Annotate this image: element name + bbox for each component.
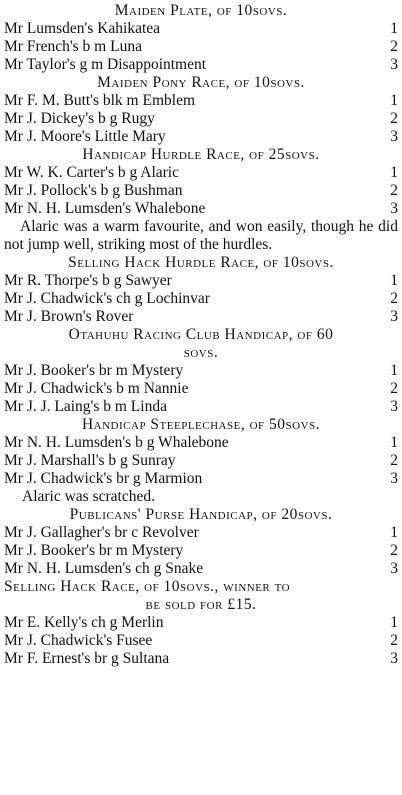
- placing-number: 1: [390, 524, 398, 541]
- race-block: [4, 254, 398, 326]
- horse-entry: Mr J. Pollock's b g Bushman: [4, 182, 183, 199]
- race-heading: Selling Hack Race, of 10sovs., winner to: [4, 578, 291, 595]
- placing-number: 3: [390, 560, 398, 577]
- placing-number: 1: [390, 164, 398, 181]
- placing-number: 2: [390, 182, 398, 199]
- placing-number: 2: [390, 542, 398, 559]
- placing-number: 2: [390, 110, 398, 127]
- horse-entry: Mr Taylor's g m Disappointment: [4, 56, 207, 73]
- placing-number: 2: [390, 380, 398, 397]
- result-row: [4, 632, 398, 650]
- placing-number: 3: [390, 650, 398, 667]
- result-row: [4, 380, 398, 398]
- horse-entry: Mr French's b m Luna: [4, 38, 142, 55]
- horse-entry: Mr N. H. Lumsden's b g Whalebone: [4, 434, 229, 451]
- placing-number: 1: [390, 20, 398, 37]
- placing-number: 3: [390, 56, 398, 73]
- result-row: [4, 128, 398, 146]
- result-row: [4, 398, 398, 416]
- result-row: [4, 434, 398, 452]
- placing-number: 2: [390, 632, 398, 649]
- placing-number: 2: [390, 452, 398, 469]
- horse-entry: Mr J. J. Laing's b m Linda: [4, 398, 167, 415]
- race-heading: Maiden Pony Race, of 10sovs.: [97, 74, 305, 91]
- horse-entry: Mr J. Booker's br m Mystery: [4, 362, 184, 379]
- horse-entry: Mr F. Ernest's br g Sultana: [4, 650, 170, 667]
- horse-entry: Mr N. H. Lumsden's Whalebone: [4, 200, 206, 217]
- placing-number: 1: [390, 92, 398, 109]
- horse-entry: Mr J. Chadwick's Fusee: [4, 632, 153, 649]
- result-row: [4, 470, 398, 488]
- race-heading: Otahuhu Racing Club Handicap, of 60: [68, 326, 334, 343]
- placing-number: 1: [390, 434, 398, 451]
- result-row: [4, 290, 398, 308]
- horse-entry: Mr N. H. Lumsden's ch g Snake: [4, 560, 204, 577]
- race-heading: sovs.: [183, 344, 219, 361]
- result-row: [4, 614, 398, 632]
- placing-number: 1: [390, 362, 398, 379]
- result-row: [4, 452, 398, 470]
- result-row: [4, 110, 398, 128]
- race-heading: Selling Hack Hurdle Race, of 10sovs.: [68, 254, 334, 271]
- result-row: [4, 272, 398, 290]
- result-row: [4, 182, 398, 200]
- horse-entry: Mr J. Gallagher's br c Revolver: [4, 524, 199, 541]
- horse-entry: Mr F. M. Butt's blk m Emblem: [4, 92, 196, 109]
- result-row: [4, 650, 398, 668]
- race-heading: Maiden Plate, of 10sovs.: [114, 2, 288, 19]
- placing-number: 3: [390, 470, 398, 487]
- race-block: [4, 326, 398, 416]
- placing-number: 1: [390, 614, 398, 631]
- result-row: [4, 560, 398, 578]
- placing-number: 3: [390, 398, 398, 415]
- horse-entry: Mr J. Chadwick's br g Marmion: [4, 470, 203, 487]
- placing-number: 3: [390, 308, 398, 325]
- race-block: [4, 74, 398, 146]
- placing-number: 2: [390, 38, 398, 55]
- race-heading: Handicap Hurdle Race, of 25sovs.: [82, 146, 320, 163]
- placing-number: 2: [390, 290, 398, 307]
- horse-entry: Mr J. Dickey's b g Rugy: [4, 110, 155, 127]
- horse-entry: Mr W. K. Carter's b g Alaric: [4, 164, 179, 181]
- result-row: [4, 200, 398, 218]
- result-row: [4, 20, 398, 38]
- horse-entry: Mr E. Kelly's ch g Merlin: [4, 614, 164, 631]
- race-block: [4, 506, 398, 578]
- horse-entry: Mr R. Thorpe's b g Sawyer: [4, 272, 172, 289]
- horse-entry: Mr J. Marshall's b g Sunray: [4, 452, 176, 469]
- placing-number: 3: [390, 200, 398, 217]
- result-row: [4, 164, 398, 182]
- horse-entry: Mr J. Booker's br m Mystery: [4, 542, 184, 559]
- race-heading: be sold for £15.: [145, 596, 257, 613]
- result-row: [4, 308, 398, 326]
- result-row: [4, 542, 398, 560]
- race-heading: Publicans' Purse Handicap, of 20sovs.: [69, 506, 333, 523]
- result-row: [4, 56, 398, 74]
- result-row: [4, 362, 398, 380]
- race-block: [4, 416, 398, 506]
- placing-number: 1: [390, 272, 398, 289]
- race-block: [4, 146, 398, 254]
- result-row: [4, 524, 398, 542]
- horse-entry: Mr Lumsden's Kahikatea: [4, 20, 161, 37]
- race-comment: Alaric was a warm favourite, and won easily, though he did not jump well, striking most of the hurdles.: [4, 218, 398, 253]
- result-row: [4, 92, 398, 110]
- horse-entry: Mr J. Chadwick's ch g Lochinvar: [4, 290, 210, 307]
- horse-entry: Mr J. Chadwick's b m Nannie: [4, 380, 189, 397]
- result-row: [4, 38, 398, 56]
- race-heading: Handicap Steeplechase, of 50sovs.: [81, 416, 321, 433]
- horse-entry: Mr J. Brown's Rover: [4, 308, 134, 325]
- horse-entry: Mr J. Moore's Little Mary: [4, 128, 166, 145]
- placing-number: 3: [390, 128, 398, 145]
- race-block: [4, 578, 398, 668]
- race-note: Alaric was scratched.: [22, 488, 155, 505]
- race-block: [4, 2, 398, 74]
